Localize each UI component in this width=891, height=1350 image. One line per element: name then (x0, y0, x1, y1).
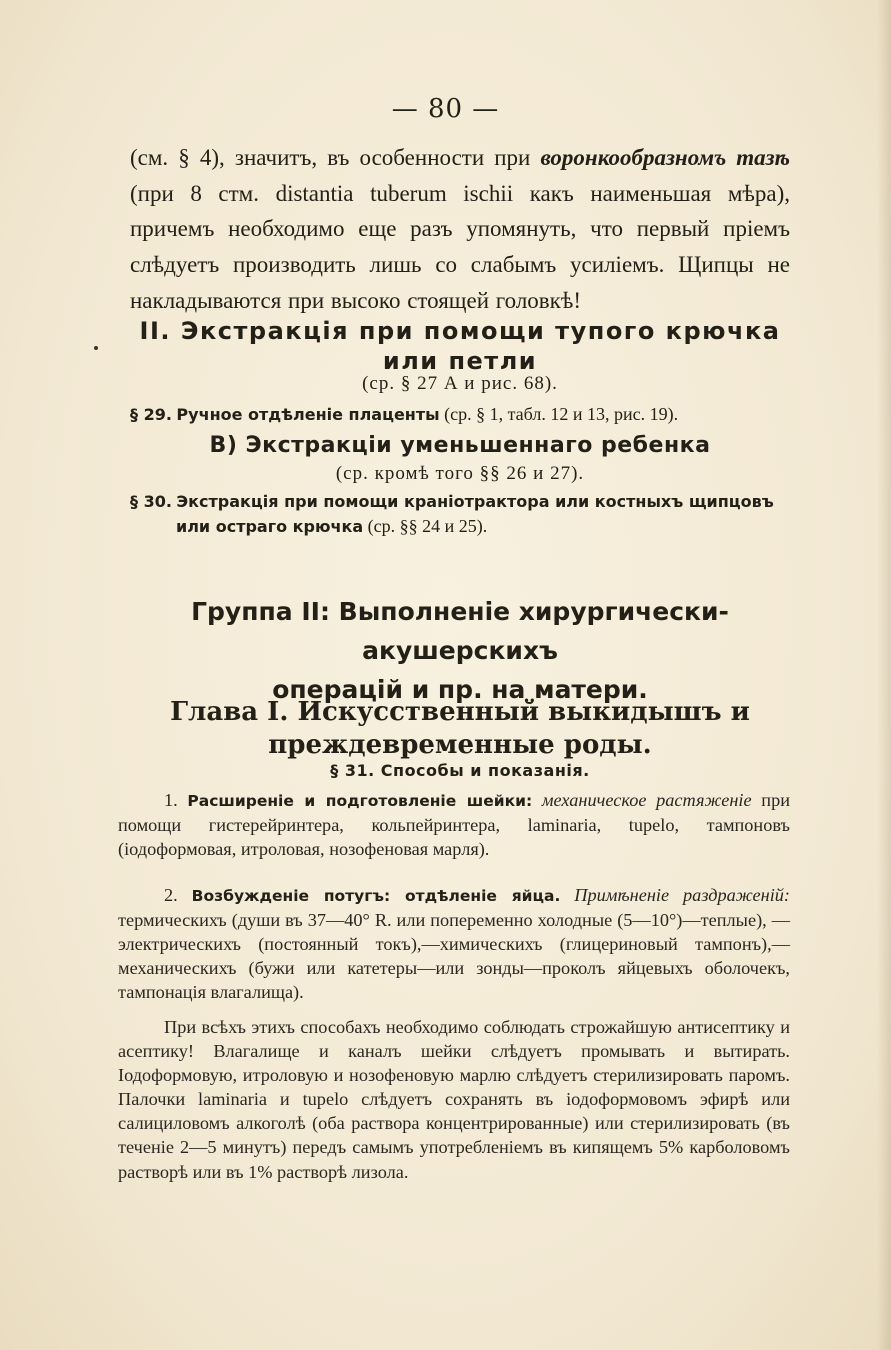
page-number: — 80 — (391, 94, 500, 124)
paragraph-30-ref: (ср. §§ 24 и 25). (363, 516, 488, 536)
paragraph-29 (130, 402, 790, 427)
section-II-heading-line1: II. Экстракція при помощи тупого крючка (139, 317, 781, 345)
intro-paragraph (130, 140, 790, 319)
chapter-I-line2: преждевременные роды. (268, 730, 652, 760)
paragraph-30-number: § 30. (130, 492, 172, 511)
item-1-paragraph (118, 788, 790, 861)
paragraph-29-title: Ручное отдѣленіе плаценты (176, 405, 440, 424)
page-edge-shadow (877, 0, 891, 1350)
paragraph-30-title-line1: Экстракція при помощи краніотрактора или костныхъ щипцовъ (176, 492, 774, 511)
item-1-text: при помощи гистерейринтера, кольпейринтера, laminaria, tupelo, тампоновъ (іодоформовая, итроловая, нозофеновая марля). (118, 790, 790, 860)
section-B-heading: В) Экстракціи уменьшеннаго ребенка (209, 433, 711, 458)
paragraph-30 (130, 489, 790, 539)
paragraph-30-title-line2: или остраго крючка (176, 517, 364, 536)
item-2-bold: Возбужденіе потугъ: отдѣленіе яйца. (191, 887, 561, 905)
chapter-I-line1: Глава I. Искусственный выкидышъ и (170, 697, 750, 727)
paragraph-29-number: § 29. (130, 405, 172, 424)
intro-text-1: (см. § 4), значитъ, въ особенности при (130, 145, 541, 170)
chapter-I-heading (130, 696, 790, 762)
paragraph-29-ref: (ср. § 1, табл. 12 и 13, рис. 19). (439, 404, 679, 424)
item-1-label: 1. (164, 790, 188, 810)
margin-dot (94, 346, 98, 350)
group-II-heading (130, 592, 790, 709)
group-II-line2: операцій и пр. на матери. (272, 675, 648, 704)
section-II-heading-line2: или петли (382, 347, 538, 375)
section-B-ref: (ср. кромѣ того §§ 26 и 27). (335, 463, 585, 484)
section-II-heading (130, 316, 790, 376)
item-1-bold: Расширеніе и подготовленіе шейки: (187, 792, 533, 810)
item-3-paragraph: При всѣхъ этихъ способахъ необходимо соблюдать строжайшую антисептику и асептику! Влагалище и каналъ шейки слѣдуетъ промывать и вытирать. Іодоформовую, итроловую и нозофеновую марлю слѣдуетъ стерилизировать паромъ. Палочки laminaria и tupelo слѣдуетъ сохранять въ іодоформовомъ эфирѣ или салициловомъ алкоголѣ (оба раствора концентрированные) или стерилизировать (въ теченіе 2—5 минутъ) передъ самымъ употребленіемъ въ кипящемъ 5% карболовомъ растворѣ или въ 1% растворѣ лизола. (118, 1017, 790, 1182)
item-2-text: термическихъ (души въ 37—40° R. или попеременно холодные (5—10°)—теплые), — электрическихъ (постоянный токъ),—химическихъ (глицериновый тампонъ),—механическихъ (бужи или катетеры—или зонды—проколъ яйцевыхъ оболочекъ, тампонація влагалища). (118, 910, 790, 1003)
intro-text-2: (при 8 стм. distantia tuberum ischii какъ наименьшая мѣра), причемъ необходимо еще разъ упомянуть, что первый пріемъ слѣдуетъ производить лишь со слабымъ усиліемъ. Щипцы не накладываются при высоко стоящей головкѣ! (130, 180, 790, 313)
item-2-label: 2. (164, 885, 192, 905)
item-2-paragraph (118, 883, 790, 1004)
section-II-ref: (ср. § 27 А и рис. 68). (362, 373, 558, 394)
group-II-line1: Группа II: Выполненіе хирургически-акушерскихъ (191, 597, 729, 665)
intro-emphasis: воронкообразномъ тазѣ (540, 145, 790, 170)
item-2-italic: Примѣненіе раздраженій: (560, 885, 790, 905)
item-1-italic: механическое растяженіе (532, 790, 752, 810)
paragraph-31-heading: § 31. Способы и показанія. (330, 761, 590, 780)
